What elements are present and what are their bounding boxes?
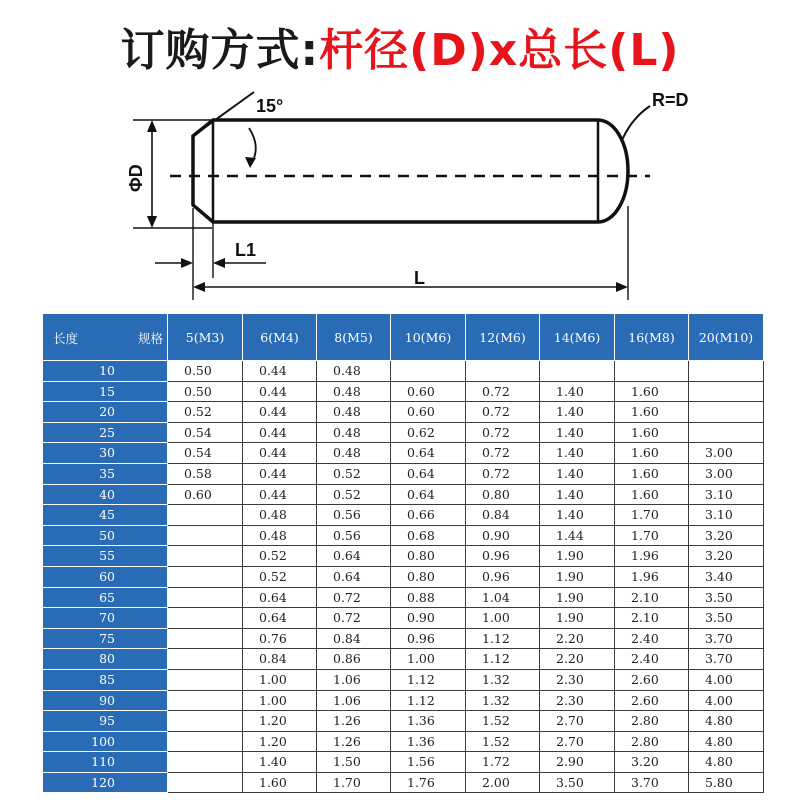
table-cell — [168, 752, 243, 773]
table-cell: 2.80 — [615, 711, 689, 732]
table-cell: 0.48 — [243, 525, 317, 546]
table-cell: 2.10 — [615, 608, 689, 629]
table-cell: 1.00 — [243, 669, 317, 690]
row-length-cell: 120 — [43, 772, 168, 793]
row-length-cell: 25 — [43, 422, 168, 443]
table-cell: 0.96 — [391, 628, 466, 649]
table-cell: 2.30 — [540, 690, 615, 711]
table-cell — [168, 669, 243, 690]
table-cell: 0.52 — [317, 484, 391, 505]
row-length-cell: 85 — [43, 669, 168, 690]
table-cell: 3.20 — [689, 546, 764, 567]
table-cell: 4.80 — [689, 731, 764, 752]
table-cell: 3.20 — [615, 752, 689, 773]
table-cell: 0.66 — [391, 505, 466, 526]
table-cell — [689, 361, 764, 382]
table-cell — [168, 525, 243, 546]
radius-leader — [622, 106, 650, 140]
pin-drawing — [0, 80, 800, 305]
table-cell: 2.60 — [615, 690, 689, 711]
table-cell: 0.84 — [466, 505, 540, 526]
table-cell: 1.72 — [466, 752, 540, 773]
table-cell: 1.60 — [615, 422, 689, 443]
table-header-row — [43, 314, 764, 361]
table-cell: 0.56 — [317, 525, 391, 546]
table-cell: 0.72 — [466, 443, 540, 464]
table-cell — [615, 361, 689, 382]
table-cell: 0.62 — [391, 422, 466, 443]
table-cell — [168, 566, 243, 587]
table-cell: 0.48 — [317, 381, 391, 402]
table-cell — [168, 546, 243, 567]
table-cell: 1.50 — [317, 752, 391, 773]
table-cell: 0.48 — [243, 505, 317, 526]
table-cell: 0.50 — [168, 381, 243, 402]
table-cell: 1.04 — [466, 587, 540, 608]
table-cell: 1.60 — [615, 381, 689, 402]
title-prefix: 订购方式: — [120, 25, 320, 76]
table-cell: 0.96 — [466, 546, 540, 567]
row-length-cell: 60 — [43, 566, 168, 587]
table-cell: 1.90 — [540, 608, 615, 629]
table-row — [43, 484, 764, 505]
table-cell: 2.30 — [540, 669, 615, 690]
table-cell: 0.88 — [391, 587, 466, 608]
table-cell: 1.70 — [615, 525, 689, 546]
table-cell: 4.00 — [689, 669, 764, 690]
table-cell: 0.72 — [466, 402, 540, 423]
table-cell — [168, 690, 243, 711]
table-row — [43, 628, 764, 649]
angle-leader — [193, 92, 254, 136]
table-cell: 3.10 — [689, 484, 764, 505]
table-row — [43, 731, 764, 752]
table-cell: 1.40 — [540, 443, 615, 464]
table-row — [43, 690, 764, 711]
table-row — [43, 608, 764, 629]
table-cell: 0.52 — [243, 546, 317, 567]
table-cell — [168, 628, 243, 649]
table-cell — [168, 587, 243, 608]
row-length-cell: 55 — [43, 546, 168, 567]
table-cell: 1.12 — [391, 690, 466, 711]
row-length-cell: 75 — [43, 628, 168, 649]
table-cell: 3.10 — [689, 505, 764, 526]
table-row — [43, 381, 764, 402]
table-cell — [168, 608, 243, 629]
table-cell: 3.20 — [689, 525, 764, 546]
table-cell: 0.80 — [391, 566, 466, 587]
table-cell: 1.20 — [243, 711, 317, 732]
table-cell: 1.76 — [391, 772, 466, 793]
table-row — [43, 505, 764, 526]
table-cell: 0.44 — [243, 361, 317, 382]
table-row — [43, 546, 764, 567]
table-cell: 1.36 — [391, 711, 466, 732]
table-cell — [540, 361, 615, 382]
table-cell: 3.00 — [689, 443, 764, 464]
table-cell: 3.40 — [689, 566, 764, 587]
table-cell: 0.72 — [317, 608, 391, 629]
table-row — [43, 525, 764, 546]
title-highlight: 杆径(D)x总长(L) — [319, 25, 680, 76]
table-cell: 0.50 — [168, 361, 243, 382]
table-cell: 0.52 — [168, 402, 243, 423]
table-cell: 0.56 — [317, 505, 391, 526]
table-cell: 1.00 — [466, 608, 540, 629]
radius-label: R=D — [652, 90, 689, 110]
table-cell: 0.60 — [391, 381, 466, 402]
table-cell: 1.60 — [615, 463, 689, 484]
table-cell: 3.50 — [689, 608, 764, 629]
table-cell: 0.64 — [243, 608, 317, 629]
row-length-cell: 20 — [43, 402, 168, 423]
table-cell: 1.40 — [540, 463, 615, 484]
spec-table — [42, 313, 764, 793]
column-header: 6(M4) — [243, 314, 317, 361]
column-header: 12(M6) — [466, 314, 540, 361]
table-cell: 1.00 — [243, 690, 317, 711]
chamfer-label: L1 — [235, 240, 257, 260]
table-cell: 0.44 — [243, 402, 317, 423]
table-cell: 2.40 — [615, 649, 689, 670]
table-cell — [168, 772, 243, 793]
table-row — [43, 752, 764, 773]
table-cell: 1.70 — [615, 505, 689, 526]
table-cell: 4.80 — [689, 711, 764, 732]
table-cell: 0.72 — [466, 381, 540, 402]
table-cell: 0.44 — [243, 422, 317, 443]
table-cell: 4.80 — [689, 752, 764, 773]
table-row — [43, 711, 764, 732]
table-cell: 1.20 — [243, 731, 317, 752]
row-length-cell: 100 — [43, 731, 168, 752]
table-cell: 1.60 — [615, 443, 689, 464]
table-cell: 0.44 — [243, 443, 317, 464]
table-cell: 0.60 — [168, 484, 243, 505]
table-cell: 0.64 — [317, 566, 391, 587]
column-header: 10(M6) — [391, 314, 466, 361]
page-title — [0, 14, 800, 78]
diameter-label: ΦD — [126, 164, 146, 192]
table-cell: 3.70 — [689, 628, 764, 649]
table-cell: 0.76 — [243, 628, 317, 649]
length-label: L — [414, 268, 425, 288]
table-cell: 0.72 — [466, 463, 540, 484]
table-cell: 1.32 — [466, 690, 540, 711]
table-cell: 3.50 — [689, 587, 764, 608]
table-cell: 1.36 — [391, 731, 466, 752]
table-cell: 2.70 — [540, 731, 615, 752]
table-cell: 0.80 — [391, 546, 466, 567]
table-cell: 0.84 — [243, 649, 317, 670]
table-row — [43, 422, 764, 443]
table-cell: 5.80 — [689, 772, 764, 793]
table-row — [43, 361, 764, 382]
table-cell: 0.44 — [243, 381, 317, 402]
table-cell: 1.12 — [466, 649, 540, 670]
table-cell: 0.64 — [391, 463, 466, 484]
table-cell: 0.64 — [317, 546, 391, 567]
table-cell: 0.60 — [391, 402, 466, 423]
table-cell: 2.20 — [540, 628, 615, 649]
row-length-cell: 80 — [43, 649, 168, 670]
table-cell: 0.58 — [168, 463, 243, 484]
column-header: 5(M3) — [168, 314, 243, 361]
table-cell: 3.00 — [689, 463, 764, 484]
table-cell: 3.50 — [540, 772, 615, 793]
table-cell: 0.48 — [317, 402, 391, 423]
table-cell: 2.80 — [615, 731, 689, 752]
table-cell: 2.90 — [540, 752, 615, 773]
column-header: 14(M6) — [540, 314, 615, 361]
table-row — [43, 463, 764, 484]
table-cell: 1.06 — [317, 690, 391, 711]
table-cell: 2.10 — [615, 587, 689, 608]
table-cell — [391, 361, 466, 382]
table-cell: 1.40 — [540, 484, 615, 505]
table-cell — [168, 731, 243, 752]
row-length-cell: 15 — [43, 381, 168, 402]
table-cell: 1.40 — [540, 422, 615, 443]
angle-label: 15° — [256, 96, 284, 116]
table-cell: 1.60 — [615, 402, 689, 423]
table-row — [43, 566, 764, 587]
table-cell: 2.20 — [540, 649, 615, 670]
table-cell: 1.32 — [466, 669, 540, 690]
table-cell: 4.00 — [689, 690, 764, 711]
table-cell: 0.54 — [168, 443, 243, 464]
table-cell: 1.52 — [466, 711, 540, 732]
table-cell: 2.60 — [615, 669, 689, 690]
table-cell: 3.70 — [615, 772, 689, 793]
column-header: 8(M5) — [317, 314, 391, 361]
table-row — [43, 587, 764, 608]
table-cell: 1.52 — [466, 731, 540, 752]
table-cell: 1.96 — [615, 566, 689, 587]
table-cell: 0.64 — [391, 443, 466, 464]
table-cell: 0.72 — [317, 587, 391, 608]
row-length-cell: 45 — [43, 505, 168, 526]
table-cell: 0.80 — [466, 484, 540, 505]
table-row — [43, 669, 764, 690]
table-cell: 2.40 — [615, 628, 689, 649]
table-cell: 0.86 — [317, 649, 391, 670]
table-cell — [689, 422, 764, 443]
table-row — [43, 649, 764, 670]
table-cell: 1.44 — [540, 525, 615, 546]
table-cell: 0.54 — [168, 422, 243, 443]
corner-spec-label: 规格 — [137, 331, 163, 346]
corner-length-label: 长度 — [53, 331, 79, 346]
table-cell: 1.40 — [540, 381, 615, 402]
table-cell: 0.48 — [317, 443, 391, 464]
table-cell: 0.44 — [243, 484, 317, 505]
pin-outline — [193, 120, 628, 222]
table-cell: 0.48 — [317, 361, 391, 382]
table-cell: 0.68 — [391, 525, 466, 546]
row-length-cell: 30 — [43, 443, 168, 464]
table-cell: 1.70 — [317, 772, 391, 793]
row-length-cell: 10 — [43, 361, 168, 382]
row-length-cell: 90 — [43, 690, 168, 711]
table-cell — [689, 402, 764, 423]
row-length-cell: 110 — [43, 752, 168, 773]
table-cell: 1.40 — [540, 402, 615, 423]
table-cell: 2.00 — [466, 772, 540, 793]
table-cell: 1.40 — [243, 752, 317, 773]
row-length-cell: 70 — [43, 608, 168, 629]
column-header: 16(M8) — [615, 314, 689, 361]
row-length-cell: 40 — [43, 484, 168, 505]
table-cell: 1.90 — [540, 566, 615, 587]
table-cell: 1.90 — [540, 546, 615, 567]
table-row — [43, 443, 764, 464]
table-cell: 1.06 — [317, 669, 391, 690]
table-cell: 0.72 — [466, 422, 540, 443]
table-cell: 0.64 — [391, 484, 466, 505]
table-cell: 1.60 — [615, 484, 689, 505]
table-cell — [168, 649, 243, 670]
table-cell: 1.00 — [391, 649, 466, 670]
row-length-cell: 50 — [43, 525, 168, 546]
table-cell: 0.52 — [243, 566, 317, 587]
table-cell: 0.96 — [466, 566, 540, 587]
table-cell: 1.56 — [391, 752, 466, 773]
row-length-cell: 65 — [43, 587, 168, 608]
table-cell — [168, 505, 243, 526]
table-cell — [168, 711, 243, 732]
row-length-cell: 95 — [43, 711, 168, 732]
table-cell: 1.26 — [317, 711, 391, 732]
table-cell: 0.90 — [391, 608, 466, 629]
table-row — [43, 402, 764, 423]
table-cell: 0.44 — [243, 463, 317, 484]
table-cell: 1.12 — [391, 669, 466, 690]
corner-header — [43, 314, 168, 361]
table-cell: 1.60 — [243, 772, 317, 793]
table-cell: 3.70 — [689, 649, 764, 670]
table-cell: 2.70 — [540, 711, 615, 732]
table-cell: 0.52 — [317, 463, 391, 484]
table-cell: 1.96 — [615, 546, 689, 567]
table-cell — [689, 381, 764, 402]
table-cell: 1.40 — [540, 505, 615, 526]
table-cell: 0.84 — [317, 628, 391, 649]
table-cell: 1.12 — [466, 628, 540, 649]
table-cell: 0.90 — [466, 525, 540, 546]
table-cell — [466, 361, 540, 382]
table-cell: 1.90 — [540, 587, 615, 608]
table-cell: 0.64 — [243, 587, 317, 608]
table-cell: 0.48 — [317, 422, 391, 443]
column-header: 20(M10) — [689, 314, 764, 361]
table-row — [43, 772, 764, 793]
table-cell: 1.26 — [317, 731, 391, 752]
row-length-cell: 35 — [43, 463, 168, 484]
